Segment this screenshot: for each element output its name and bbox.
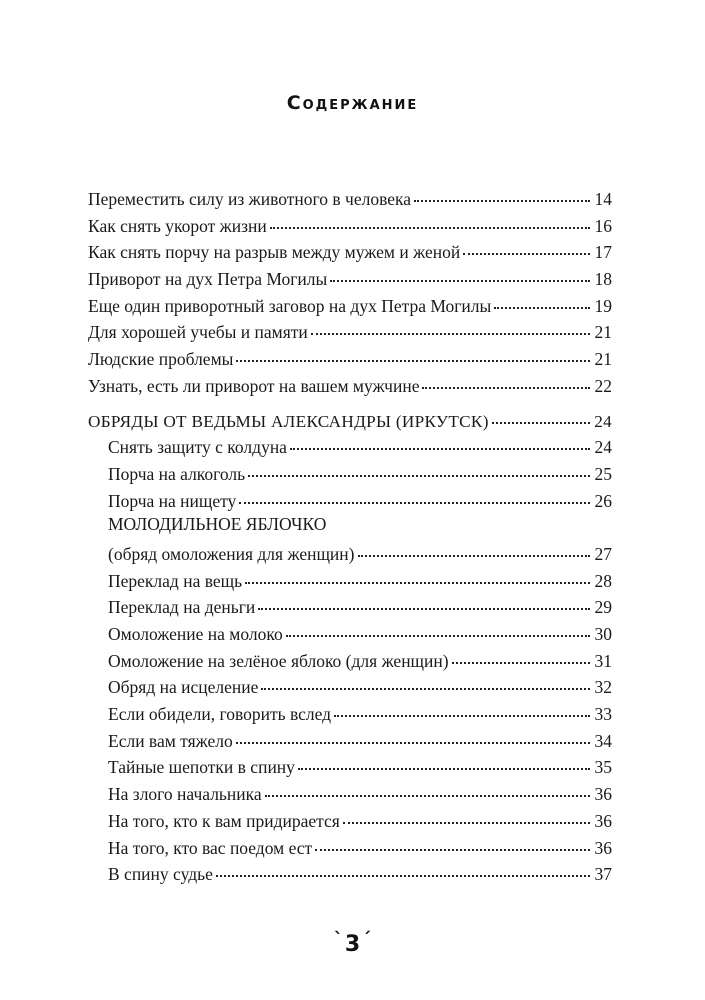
toc-entry-title: Узнать, есть ли приворот на вашем мужчине — [88, 375, 420, 396]
toc-entry-title: Омоложение на зелёное яблоко (для женщин) — [108, 650, 449, 671]
toc-dot-leader — [315, 829, 590, 851]
toc-entry-page: 31 — [594, 650, 612, 671]
toc-entry[interactable] — [88, 805, 612, 832]
toc-entry[interactable] — [88, 263, 612, 290]
toc-dot-leader — [290, 428, 590, 450]
toc-entry-title: Тайные шепотки в спину — [108, 757, 295, 778]
toc-entry[interactable] — [88, 671, 612, 698]
toc-entry-title: (обряд омоложения для женщин) — [108, 543, 355, 564]
toc-entry-page: 22 — [594, 375, 612, 396]
toc-dot-leader — [236, 722, 590, 744]
toc-entry-title: На злого начальника — [108, 784, 262, 805]
toc-dot-leader — [494, 287, 590, 309]
toc-dot-leader — [422, 367, 590, 389]
toc-entry-page: 33 — [594, 704, 612, 725]
toc-entry-page: 29 — [594, 597, 612, 618]
toc-entry[interactable] — [88, 645, 612, 672]
page-number — [0, 929, 705, 957]
toc-dot-leader — [298, 748, 590, 770]
toc-entry[interactable] — [88, 290, 612, 317]
toc-entry-page: 30 — [594, 624, 612, 644]
toc-entry-page: 36 — [594, 810, 612, 831]
toc-entry-page: 17 — [594, 242, 612, 263]
toc-entry[interactable] — [88, 832, 612, 859]
toc-entry-page: 32 — [594, 677, 612, 698]
toc-entry-title: Как снять укорот жизни — [88, 215, 267, 236]
toc-entry[interactable] — [88, 236, 612, 263]
toc-entry[interactable] — [88, 370, 612, 397]
toc-entry-page: 16 — [594, 215, 612, 236]
toc-dot-leader — [311, 313, 590, 335]
page-title: Содержание — [286, 92, 419, 114]
toc-entry-title: Переклад на деньги — [108, 597, 256, 618]
toc-entry-title: В спину судье — [108, 864, 213, 885]
toc-entry-title: Если обидели, говорить вслед — [108, 704, 332, 725]
toc-entry[interactable] — [88, 778, 612, 805]
toc-entry[interactable] — [88, 183, 612, 210]
toc-entry[interactable] — [88, 751, 612, 778]
toc-entry-title: На того, кто вас поедом ест — [108, 837, 313, 858]
toc-dot-leader — [334, 695, 590, 717]
toc-entry-title: Как снять порчу на разрыв между мужем и женой — [88, 242, 461, 263]
toc-entry-page: 36 — [594, 837, 612, 858]
page-number-value: 3 — [344, 932, 361, 957]
toc-entry[interactable] — [88, 316, 612, 343]
toc-entry-page: 18 — [594, 269, 612, 290]
toc-entry[interactable] — [88, 725, 612, 752]
toc-entry-title: МОЛОДИЛЬНОЕ ЯБЛОЧКО — [108, 514, 327, 535]
toc-entry-page: 37 — [594, 864, 612, 885]
table-of-contents — [88, 183, 612, 885]
toc-dot-leader — [261, 668, 590, 690]
toc-entry-title: Порча на нищету — [108, 490, 237, 511]
toc-entry[interactable] — [88, 565, 612, 592]
toc-dot-leader — [286, 615, 590, 637]
toc-dot-leader — [492, 402, 590, 424]
toc-dot-leader — [463, 233, 590, 255]
toc-entry-title: Еще один приворотный заговор на дух Петра Могилы — [88, 295, 492, 316]
page-number-left-ornament: ` — [333, 929, 343, 950]
toc-dot-leader — [265, 775, 590, 797]
toc-entry[interactable] — [88, 485, 612, 512]
toc-entry-title: Порча на алкоголь — [108, 463, 246, 484]
toc-dot-leader — [248, 455, 590, 477]
toc-dot-leader — [258, 588, 590, 610]
toc-entry[interactable] — [88, 698, 612, 725]
toc-entry[interactable] — [88, 405, 612, 432]
toc-dot-leader — [239, 482, 590, 504]
toc-dot-leader — [414, 180, 590, 202]
toc-entry-page: 14 — [594, 189, 612, 209]
toc-entry-title: Людские проблемы — [88, 349, 234, 370]
toc-entry-title: Переклад на вещь — [108, 570, 243, 591]
toc-entry-title: Если вам тяжело — [108, 730, 233, 751]
toc-entry[interactable] — [88, 591, 612, 618]
toc-entry[interactable] — [88, 511, 612, 538]
toc-entry-page: 19 — [594, 295, 612, 316]
toc-entry-page: 21 — [594, 349, 612, 370]
toc-entry-title: Снять защиту с колдуна — [108, 437, 287, 458]
toc-entry-title: ОБРЯДЫ ОТ ВЕДЬМЫ АЛЕКСАНДРЫ (ИРКУТСК) — [88, 411, 489, 431]
toc-entry[interactable] — [88, 618, 612, 645]
toc-entry-page: 24 — [594, 411, 612, 431]
toc-dot-leader — [270, 207, 590, 229]
toc-entry[interactable] — [88, 343, 612, 370]
toc-entry-page: 26 — [594, 490, 612, 511]
toc-dot-leader — [330, 260, 590, 282]
toc-entry-page: 27 — [594, 543, 612, 564]
toc-entry-page: 35 — [594, 757, 612, 778]
toc-entry-title: Для хорошей учебы и памяти — [88, 322, 308, 343]
toc-entry-title: Приворот на дух Петра Могилы — [88, 269, 328, 290]
toc-entry-title: На того, кто к вам придирается — [108, 810, 340, 831]
toc-entry-title: Омоложение на молоко — [108, 624, 283, 644]
toc-entry[interactable] — [88, 538, 612, 565]
toc-dot-leader — [358, 535, 591, 557]
page-number-right-ornament: ´ — [362, 929, 372, 950]
toc-entry-page: 34 — [594, 730, 612, 751]
toc-entry-page: 25 — [594, 463, 612, 484]
toc-entry[interactable] — [88, 210, 612, 237]
toc-entry-page: 36 — [594, 784, 612, 805]
toc-dot-leader — [236, 340, 590, 362]
toc-entry-title: Переместить силу из животного в человека — [88, 189, 411, 209]
toc-entry-page: 21 — [594, 322, 612, 343]
toc-entry[interactable] — [88, 431, 612, 458]
toc-dot-leader — [343, 802, 590, 824]
toc-entry[interactable] — [88, 458, 612, 485]
toc-dot-leader — [216, 855, 590, 877]
toc-entry-title: Обряд на исцеление — [108, 677, 259, 698]
toc-dot-leader — [452, 642, 590, 664]
toc-dot-leader — [245, 562, 590, 584]
toc-entry-page: 24 — [594, 437, 612, 458]
toc-entry-page: 28 — [594, 570, 612, 591]
toc-entry[interactable] — [88, 858, 612, 885]
